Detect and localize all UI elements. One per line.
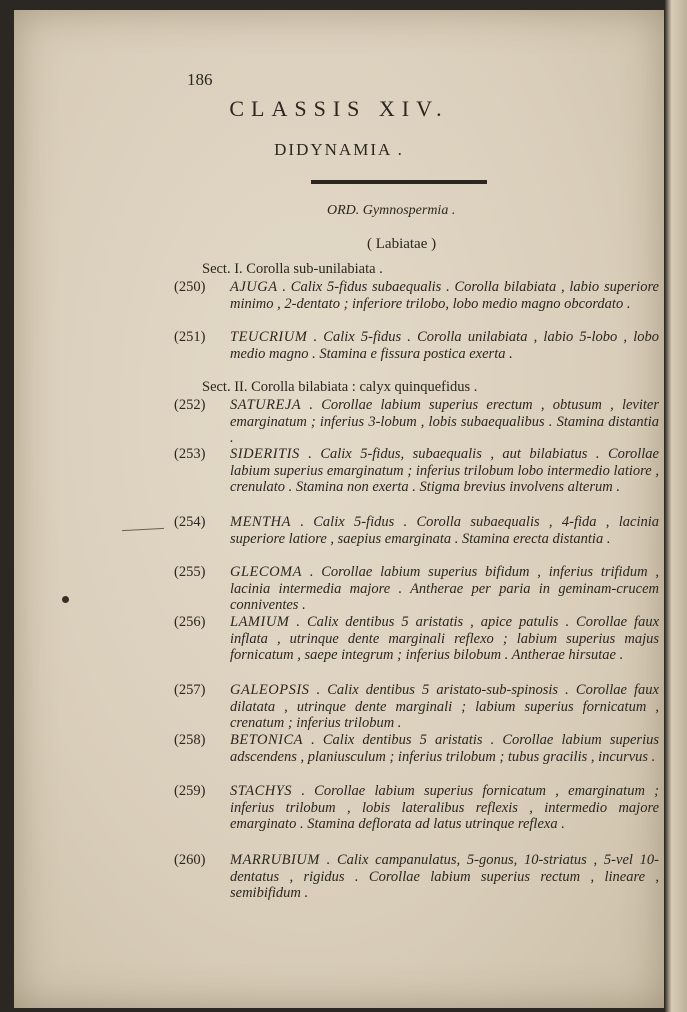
genus-name: BETONICA bbox=[230, 732, 304, 748]
entry-256 bbox=[174, 614, 659, 664]
entry-number: (256) bbox=[174, 614, 206, 630]
entry-number: (253) bbox=[174, 446, 206, 462]
heading-rule bbox=[311, 180, 487, 184]
section-2-heading: Sect. II. Corolla bilabiata : calyx quinquefidus . bbox=[202, 379, 478, 395]
entry-number: (255) bbox=[174, 564, 206, 580]
entry-259 bbox=[174, 783, 659, 833]
genus-name: MARRUBIUM bbox=[230, 852, 320, 868]
entry-255 bbox=[174, 564, 659, 614]
genus-name: LAMIUM bbox=[230, 614, 290, 630]
facing-page-edge bbox=[665, 0, 687, 1012]
entry-number: (254) bbox=[174, 514, 206, 530]
classis-heading: CLASSIS XIV. bbox=[229, 96, 449, 121]
genus-name: GLECOMA bbox=[230, 564, 302, 580]
genus-name: SATUREJA bbox=[230, 397, 302, 413]
ink-blot bbox=[62, 596, 69, 603]
entry-252 bbox=[174, 397, 659, 447]
family-heading: ( Labiatae ) bbox=[367, 236, 437, 252]
entry-257 bbox=[174, 682, 659, 732]
entry-250 bbox=[174, 279, 659, 312]
book-page bbox=[14, 10, 664, 1008]
entry-number: (258) bbox=[174, 732, 206, 748]
entry-description: . Calix 5-fidus . Corolla subaequalis , 4-fida , lacinia superiore latiore , saepius emarginata . Stamina erecta distantia . bbox=[230, 514, 660, 547]
entry-description: . Calix campanulatus, 5-gonus, 10-striatus , 5-vel 10-dentatus , rigidus . Corollae labium superius rectum , lineare , semibifidum . bbox=[230, 852, 659, 901]
entry-number: (251) bbox=[174, 329, 206, 345]
entry-260 bbox=[174, 852, 659, 902]
entry-251 bbox=[174, 329, 659, 362]
entry-254 bbox=[174, 514, 659, 547]
entry-number: (260) bbox=[174, 852, 206, 868]
genus-name: MENTHA bbox=[230, 514, 291, 530]
pencil-mark bbox=[122, 528, 164, 531]
entry-description: . Calix dentibus 5 aristatis , apice patulis . Corollae faux inflata , utrinque dente marginali reflexo ; labium superius majus fornicatum , saepe integrum ; inferius bilobum . Antherae hirsutae . bbox=[230, 614, 659, 663]
entry-258 bbox=[174, 732, 659, 765]
ordo-heading: ORD. Gymnospermia . bbox=[327, 203, 456, 218]
genus-name: GALEOPSIS bbox=[230, 682, 310, 698]
section-1-heading: Sect. I. Corolla sub-unilabiata . bbox=[202, 261, 383, 277]
entry-description: . Calix 5-fidus . Corolla unilabiata , labio 5-lobo , lobo medio magno . Stamina e fissura postica exerta . bbox=[230, 329, 659, 362]
entry-description: . Calix dentibus 5 aristato-sub-spinosis . Corollae faux dilatata , utrinque dente marginali ; labium superius fornicatum , crenatum ; inferius trilobum . bbox=[230, 682, 659, 731]
entry-number: (252) bbox=[174, 397, 206, 413]
entry-number: (257) bbox=[174, 682, 206, 698]
entry-description: . Corollae labium superius erectum , obtusum , leviter emarginatum ; inferius 3-lobum , lobis subaequalibus . Stamina distantia . bbox=[230, 397, 660, 446]
entry-description: . Calix dentibus 5 aristatis . Corollae labium superius adscendens , planiusculum ; inferius trilobum ; tubus gracilis , incurvus . bbox=[230, 732, 659, 765]
genus-name: AJUGA bbox=[230, 279, 278, 295]
entry-number: (259) bbox=[174, 783, 206, 799]
entry-description: . Calix 5-fidus, subaequalis , aut bilabiatus . Corollae labium superius emarginatum ; inferius trilobum lobo intermedio latiore , crenulato . Stamina non exerta . Stigma brevius involvens alterum . bbox=[230, 446, 659, 495]
genus-name: STACHYS bbox=[230, 783, 293, 799]
entry-description: . Corollae labium superius bifidum , inferius trifidum , lacinia intermedia majore . Antherae per paria in geminam-crucem conniventes . bbox=[230, 564, 659, 613]
entry-description: . Corollae labium superius fornicatum , emarginatum ; inferius trilobum , lobis lateralibus reflexis , intermedio majore emarginato . Stamina deflorata ad latus utrinque reflexa . bbox=[230, 783, 659, 832]
page-number: 186 bbox=[187, 70, 213, 89]
entry-description: . Calix 5-fidus subaequalis . Corolla bilabiata , labio superiore minimo , 2-dentato ; inferiore trilobo, lobo medio magno obcordato . bbox=[230, 279, 659, 312]
entry-253 bbox=[174, 446, 659, 496]
didynamia-heading: DIDYNAMIA . bbox=[274, 140, 404, 159]
genus-name: TEUCRIUM bbox=[230, 329, 308, 345]
entry-number: (250) bbox=[174, 279, 206, 295]
genus-name: SIDERITIS bbox=[230, 446, 300, 462]
